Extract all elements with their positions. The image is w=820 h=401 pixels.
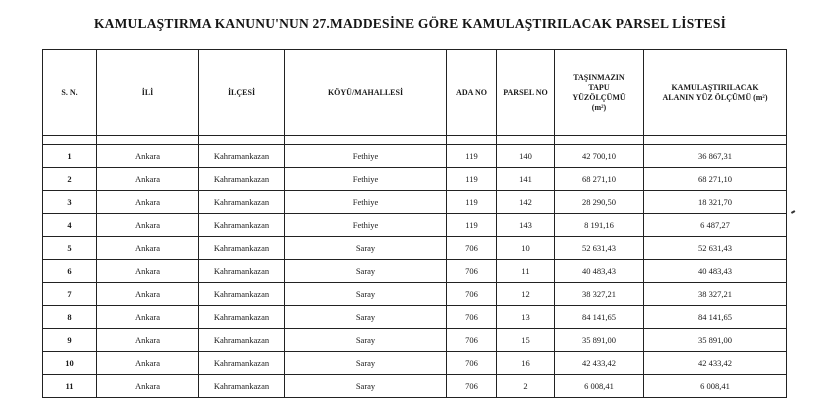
cell-koy: Fethiye: [285, 214, 447, 237]
header-il: İLİ: [97, 50, 199, 136]
cell-alan: 84 141,65: [644, 306, 787, 329]
cell-ilce: Kahramankazan: [199, 145, 285, 168]
cell-ilce: Kahramankazan: [199, 306, 285, 329]
cell-alan: 38 327,21: [644, 283, 787, 306]
cell-koy: Saray: [285, 329, 447, 352]
cell-tapu: 40 483,43: [555, 260, 644, 283]
table-row: [43, 214, 787, 237]
cell-ilce: Kahramankazan: [199, 237, 285, 260]
cell-ada: 119: [447, 214, 497, 237]
cell-tapu: 68 271,10: [555, 168, 644, 191]
cell-ilce: Kahramankazan: [199, 375, 285, 398]
cell-koy: Saray: [285, 260, 447, 283]
table-row: [43, 260, 787, 283]
cell-parsel: 2: [497, 375, 555, 398]
cell-ada: 706: [447, 329, 497, 352]
cell-sn: 3: [43, 191, 97, 214]
cell-sn: 11: [43, 375, 97, 398]
cell-parsel: 15: [497, 329, 555, 352]
cell-sn: 8: [43, 306, 97, 329]
table-row: [43, 145, 787, 168]
header-tapu-line3: YÜZÖLÇÜMÜ: [572, 92, 626, 102]
cell-sn: 4: [43, 214, 97, 237]
cell-parsel: 142: [497, 191, 555, 214]
table-row: [43, 306, 787, 329]
cell-koy: Saray: [285, 283, 447, 306]
cell-parsel: 143: [497, 214, 555, 237]
cell-ada: 706: [447, 283, 497, 306]
header-tapu-line2: TAPU: [588, 82, 610, 92]
header-tapu-line4: (m²): [591, 102, 607, 112]
cell-tapu: 35 891,00: [555, 329, 644, 352]
cell-il: Ankara: [97, 283, 199, 306]
cell-ada: 119: [447, 191, 497, 214]
cell-tapu: 38 327,21: [555, 283, 644, 306]
cell-sn: 2: [43, 168, 97, 191]
cell-ilce: Kahramankazan: [199, 168, 285, 191]
header-ada-no: ADA NO: [447, 50, 497, 136]
scan-artifact-mark: [791, 210, 795, 213]
cell-tapu: 42 433,42: [555, 352, 644, 375]
cell-alan: 6 487,27: [644, 214, 787, 237]
table-row: [43, 352, 787, 375]
cell-ilce: Kahramankazan: [199, 283, 285, 306]
header-ilce: İLÇESİ: [199, 50, 285, 136]
spacer-row: [43, 136, 787, 145]
cell-il: Ankara: [97, 191, 199, 214]
cell-parsel: 11: [497, 260, 555, 283]
cell-koy: Fethiye: [285, 145, 447, 168]
cell-alan: 52 631,43: [644, 237, 787, 260]
table-row: [43, 283, 787, 306]
cell-sn: 5: [43, 237, 97, 260]
header-kamulastirilacak-alan: [644, 50, 787, 136]
header-kamulastirilacak-line2: ALANIN YÜZ ÖLÇÜMÜ (m²): [662, 92, 768, 102]
table-row: [43, 191, 787, 214]
cell-ilce: Kahramankazan: [199, 352, 285, 375]
header-sn: S. N.: [43, 50, 97, 136]
header-row: [43, 50, 787, 136]
cell-alan: 35 891,00: [644, 329, 787, 352]
cell-parsel: 141: [497, 168, 555, 191]
table-row: [43, 375, 787, 398]
cell-koy: Saray: [285, 375, 447, 398]
cell-ada: 706: [447, 352, 497, 375]
cell-il: Ankara: [97, 168, 199, 191]
header-parsel-no: PARSEL NO: [497, 50, 555, 136]
cell-parsel: 140: [497, 145, 555, 168]
cell-ada: 706: [447, 260, 497, 283]
cell-tapu: 28 290,50: [555, 191, 644, 214]
cell-alan: 18 321,70: [644, 191, 787, 214]
cell-alan: 68 271,10: [644, 168, 787, 191]
cell-koy: Saray: [285, 352, 447, 375]
cell-il: Ankara: [97, 306, 199, 329]
cell-alan: 36 867,31: [644, 145, 787, 168]
cell-ilce: Kahramankazan: [199, 260, 285, 283]
cell-tapu: 84 141,65: [555, 306, 644, 329]
header-tapu-yuzolcumu: [555, 50, 644, 136]
table-row: [43, 237, 787, 260]
cell-il: Ankara: [97, 237, 199, 260]
header-tapu-line1: TAŞINMAZIN: [573, 72, 625, 82]
cell-tapu: 6 008,41: [555, 375, 644, 398]
cell-tapu: 8 191,16: [555, 214, 644, 237]
cell-tapu: 52 631,43: [555, 237, 644, 260]
cell-il: Ankara: [97, 375, 199, 398]
parcel-table: [42, 49, 787, 398]
cell-ilce: Kahramankazan: [199, 214, 285, 237]
cell-alan: 42 433,42: [644, 352, 787, 375]
cell-ada: 119: [447, 168, 497, 191]
cell-il: Ankara: [97, 145, 199, 168]
cell-sn: 1: [43, 145, 97, 168]
cell-il: Ankara: [97, 329, 199, 352]
cell-sn: 10: [43, 352, 97, 375]
cell-ada: 706: [447, 237, 497, 260]
table-row: [43, 329, 787, 352]
cell-koy: Fethiye: [285, 191, 447, 214]
cell-parsel: 12: [497, 283, 555, 306]
cell-parsel: 16: [497, 352, 555, 375]
cell-ada: 706: [447, 375, 497, 398]
cell-ilce: Kahramankazan: [199, 191, 285, 214]
cell-sn: 7: [43, 283, 97, 306]
document-title: KAMULAŞTIRMA KANUNU'NUN 27.MADDESİNE GÖRE KAMULAŞTIRILACAK PARSEL LİSTESİ: [93, 16, 727, 31]
cell-il: Ankara: [97, 260, 199, 283]
cell-il: Ankara: [97, 214, 199, 237]
cell-koy: Saray: [285, 237, 447, 260]
cell-alan: 40 483,43: [644, 260, 787, 283]
cell-ada: 119: [447, 145, 497, 168]
cell-sn: 6: [43, 260, 97, 283]
cell-parsel: 13: [497, 306, 555, 329]
header-kamulastirilacak-line1: KAMULAŞTIRILACAK: [671, 82, 759, 92]
cell-koy: Saray: [285, 306, 447, 329]
table-row: [43, 168, 787, 191]
header-koy-mahalle: KÖYÜ/MAHALLESİ: [285, 50, 447, 136]
cell-alan: 6 008,41: [644, 375, 787, 398]
cell-sn: 9: [43, 329, 97, 352]
cell-ilce: Kahramankazan: [199, 329, 285, 352]
cell-parsel: 10: [497, 237, 555, 260]
cell-tapu: 42 700,10: [555, 145, 644, 168]
cell-koy: Fethiye: [285, 168, 447, 191]
cell-ada: 706: [447, 306, 497, 329]
cell-il: Ankara: [97, 352, 199, 375]
